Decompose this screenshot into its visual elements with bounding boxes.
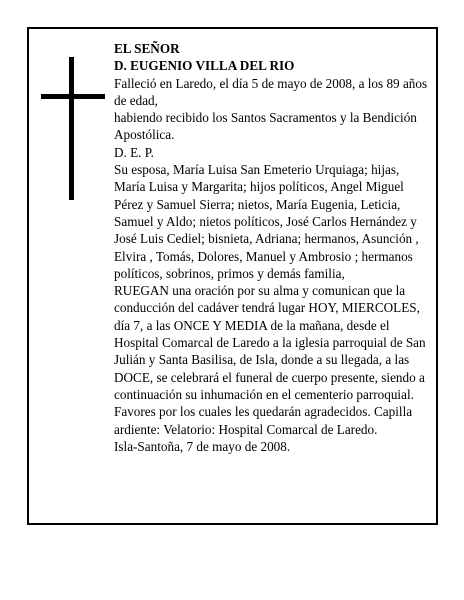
death-announcement: Falleció en Laredo, el día 5 de mayo de 2008, a los 89 años de edad, — [114, 75, 428, 108]
obituary-title: EL SEÑOR — [114, 41, 180, 56]
obituary-frame — [27, 27, 438, 525]
rip-line: D. E. P. — [114, 144, 154, 160]
cross-vertical-bar — [69, 57, 74, 200]
deceased-name: D. EUGENIO VILLA DEL RIO — [114, 58, 295, 74]
place-date-line: Isla-Santoña, 7 de mayo de 2008. — [114, 438, 291, 454]
obituary-text — [114, 40, 434, 455]
funeral-request: RUEGAN una oración por su alma y comunican que la conducción del cadáver tendrá lugar HOY, MIERCOLES, día 7, a las ONCE Y MEDIA de la mañana, desde el Hospital Comarcal de Laredo a la iglesia parroquial de San Julián y Santa Basilisa, de Isla, donde a su llegada, a las DOCE, se celebrará el funeral de cuerpo presente, siendo a continuación su inhumación en el cementerio parroquial. Favores por los cuales les quedarán agradecidos. Capilla ardiente: Velatorio: Hospital Comarcal de Laredo. — [114, 283, 426, 437]
sacraments-line: habiendo recibido los Santos Sacramentos y la Bendición Apostólica. — [114, 110, 417, 143]
family-list: Su esposa, María Luisa San Emeterio Urquiaga; hijas, María Luisa y Margarita; hijos políticos, Angel Miguel Pérez y Samuel Sierra; nietos, María Eugenia, Leticia, Samuel y Aldo; nietos políticos, José Carlos Hernández y José Luis Cediel; bisnieta, Adriana; hermanos, Asunción , Elvira , Tomás, Dolores, Manuel y Ambrosio ; hermanos políticos, sobrinos, primos y demás familia, — [114, 162, 419, 281]
cross-horizontal-bar — [41, 94, 105, 99]
